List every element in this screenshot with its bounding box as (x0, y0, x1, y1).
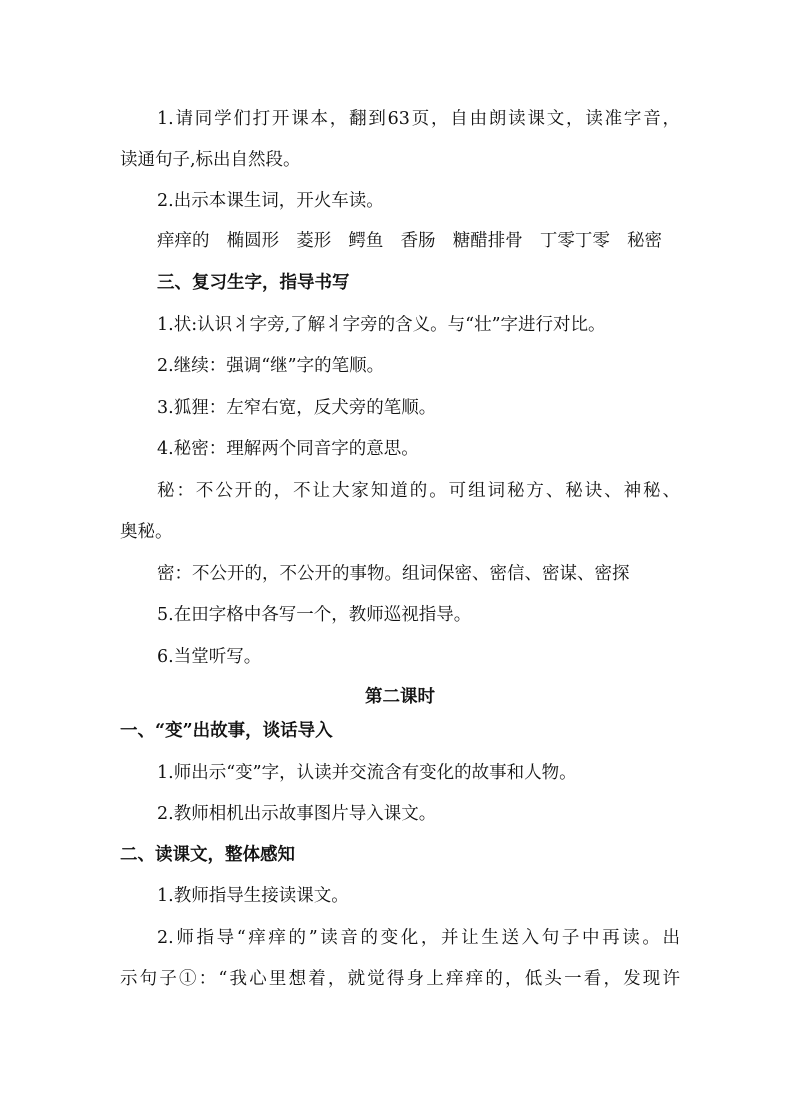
paragraph-line: 奥秘。 (120, 522, 173, 542)
paragraph-line: 1.教师指导生接读课文。 (157, 886, 349, 906)
paragraph-line: 2.教师相机出示故事图片导入课文。 (157, 804, 437, 824)
paragraph-line: 1.状:认识丬字旁,了解丬字旁的含义。与“壮”字进行对比。 (157, 315, 606, 335)
vocab-word: 椭圆形 (226, 231, 280, 251)
vocab-word: 鳄鱼 (348, 231, 384, 251)
paragraph-line: 6.当堂听写。 (157, 647, 262, 667)
lesson-title: 第二课时 (365, 687, 435, 707)
paragraph-line: 5.在田字格中各写一个，教师巡视指导。 (157, 605, 472, 625)
vocabulary-row (157, 229, 662, 253)
paragraph-line: 秘：不公开的，不让大家知道的。可组词秘方、秘诀、神秘、 (157, 481, 680, 501)
section-heading: 三、复习生字，指导书写 (157, 273, 350, 293)
paragraph-line: 2.出示本课生词，开火车读。 (157, 191, 384, 211)
paragraph-line: 4.秘密：理解两个同音字的意思。 (157, 439, 419, 459)
vocab-word: 香肠 (400, 231, 436, 251)
paragraph-line: 读通句子,标出自然段。 (120, 150, 301, 170)
paragraph-line: 1.师出示“变”字，认读并交流含有变化的故事和人物。 (157, 763, 577, 783)
paragraph-line: 1.请同学们打开课本，翻到63页，自由朗读课文，读准字音， (157, 109, 680, 129)
vocab-word: 痒痒的 (157, 231, 210, 251)
paragraph-line: 2.师指导“痒痒的”读音的变化，并让生送入句子中再读。出 (157, 928, 680, 948)
vocab-word: 糖醋排骨 (452, 231, 523, 251)
paragraph-line: 3.狐狸：左窄右宽，反犬旁的笔顺。 (157, 398, 437, 418)
section-heading: 二、读课文，整体感知 (120, 845, 295, 865)
section-heading: 一、“变”出故事，谈话导入 (120, 721, 333, 741)
paragraph-line: 2.继续：强调“继”字的笔顺。 (157, 356, 385, 376)
vocab-word: 丁零丁零 (539, 231, 610, 251)
vocab-word: 菱形 (296, 231, 332, 251)
paragraph-line: 示句子①：“我心里想着，就觉得身上痒痒的，低头一看，发现许 (120, 969, 680, 989)
vocab-word: 秘密 (626, 231, 662, 251)
paragraph-line: 密：不公开的，不公开的事物。组词保密、密信、密谋、密探 (157, 564, 630, 584)
